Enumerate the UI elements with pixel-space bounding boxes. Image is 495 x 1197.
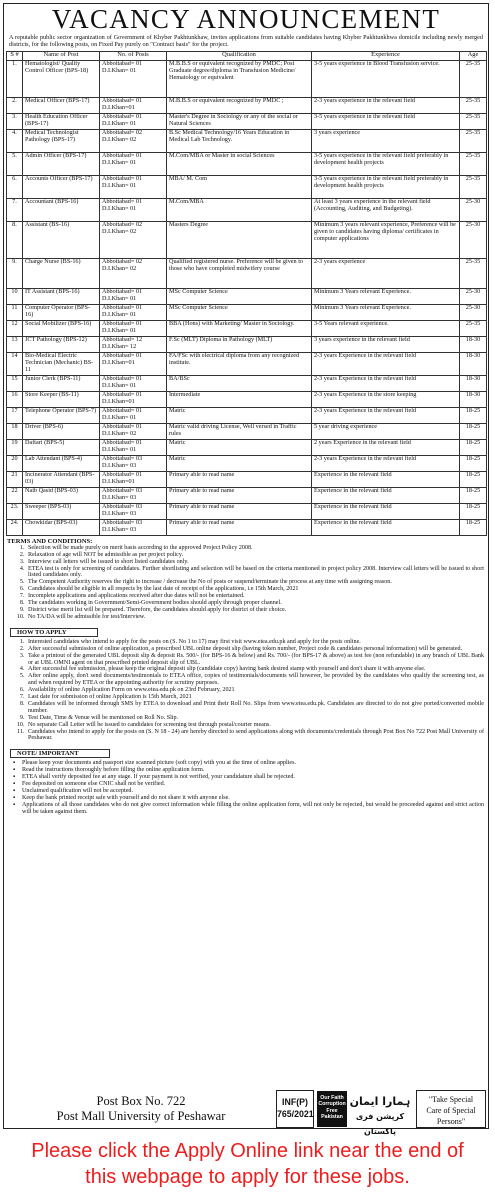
cell-post: Computer Operator (BPS-16)	[23, 304, 100, 320]
cell-posts: Abbottabad= 12 D.I.Khan= 12	[100, 336, 167, 352]
cell-age: 25-35	[460, 113, 487, 129]
cell-experience: 2 years Experience in the relevant field	[312, 439, 460, 455]
cell-age: 25-35	[460, 175, 487, 198]
cell-qualification: Primary able to read name	[167, 519, 312, 535]
header-age: Age	[460, 51, 487, 60]
table-row	[7, 407, 487, 423]
cell-sno: 10	[7, 288, 23, 304]
cell-experience: 3-5 years experience in the relevant field	[312, 113, 460, 129]
cell-age: 25-35	[460, 129, 487, 152]
cell-posts: Abbottabad= 01 D.I.Khan= 01	[100, 60, 167, 97]
cell-age: 18-25	[460, 519, 487, 535]
cell-qualification: M.B.B.S or equivalent recognized by PMDC; Post Graduate degree/diploma in Transfusion Medicine/ Hematology or equivalent	[167, 60, 312, 97]
cell-age: 18-25	[460, 487, 487, 503]
cell-experience: 2-3 years Experience in the relevant field	[312, 375, 460, 391]
cell-posts: Abbottabad= 01 D.I.Khan= 02	[100, 423, 167, 439]
cell-sno: 7.	[7, 198, 23, 221]
terms-list	[4, 545, 488, 621]
header-qualification: Qualification	[167, 51, 312, 60]
header-sno: S #	[7, 51, 23, 60]
cell-post: Medical Officer (BPS-17)	[23, 97, 100, 113]
terms-item: 10. No TA/DA will be admissible for test/Interview.	[26, 614, 488, 621]
cell-experience: 3-5 Years relevant experience.	[312, 320, 460, 336]
cell-sno: 22	[7, 487, 23, 503]
terms-item: 7. Incomplete applications and applications received after due dates will not be entertained.	[26, 593, 488, 600]
how-to-apply-item: 5. After online apply, don't send documents/testimonials to ETEA office, copies of testimonials/documents will however, be provided by the candidates who qualify the screening test, as and when required by ETEA or the appointing authority for scrutiny purposes.	[26, 673, 488, 687]
inf-line2: 765/2021	[277, 1109, 314, 1119]
table-header-row	[7, 51, 487, 60]
header-post: Name of Post	[23, 51, 100, 60]
note-item: ▪ Fee deposited on someone else CNIC shall not be verified.	[22, 781, 488, 788]
cell-sno: 4.	[7, 129, 23, 152]
cell-qualification: Primary able to read name	[167, 487, 312, 503]
cell-age: 25-30	[460, 288, 487, 304]
terms-item: 3. Interview call letters will be issued to short listed candidates only.	[26, 559, 488, 566]
cell-experience: 2-3 years Experience in the relevant field	[312, 407, 460, 423]
cell-post: Social Mobilizer (BPS-16)	[23, 320, 100, 336]
faith-line1: Our Faith	[320, 1095, 344, 1101]
terms-item: 6. Candidates should be eligible in all respects by the last date of receipt of the applications, i.e 15th March, 2021	[26, 586, 488, 593]
faith-logo	[317, 1091, 347, 1127]
cell-sno: 12	[7, 320, 23, 336]
cell-post: Store Keeper (BS-11)	[23, 391, 100, 407]
cell-experience: At least 3 years experience in the relevant field (Accounting, Auditing, and Budgeting).	[312, 198, 460, 221]
table-row	[7, 471, 487, 487]
cell-qualification: Intermediate	[167, 391, 312, 407]
table-row	[7, 336, 487, 352]
inf-line1: INF(P)	[282, 1097, 308, 1107]
table-row	[7, 175, 487, 198]
cell-posts: Abbottabad= 01 D.I.Khan= 01	[100, 198, 167, 221]
postbox-address	[12, 1094, 270, 1124]
terms-item: 4. ETEA test is only for screening of candidates. Further shortlisting and selection will be based on the criteria mentioned in project policy 2008. Interview call letters will be issued to short listed candidates only.	[26, 566, 488, 580]
cell-sno: 24.	[7, 519, 23, 535]
note-item: ▪ Keep the bank printed receipt safe with yourself and do not share it with anyone else.	[22, 795, 488, 802]
cell-post: Accounts Officer (BPS-17)	[23, 175, 100, 198]
cell-age: 25-30	[460, 304, 487, 320]
cell-post: Driver (BPS-6)	[23, 423, 100, 439]
cell-experience: Minimum 3 Years relevant Experience.	[312, 304, 460, 320]
cell-qualification: MSc Computer Science	[167, 304, 312, 320]
table-row	[7, 129, 487, 152]
cell-age: 18-25	[460, 455, 487, 471]
note-item: ▪ Read the instructions thoroughly before filling the online application form.	[22, 767, 488, 774]
cell-sno: 14	[7, 352, 23, 375]
cell-post: Charge Nurse (BS-16)	[23, 258, 100, 288]
cell-qualification: Matric	[167, 407, 312, 423]
table-row	[7, 258, 487, 288]
cell-experience: Experience in the relevant field	[312, 487, 460, 503]
cell-qualification: B.Sc Medical Technology/16 Years Education in Medical Lab Technology.	[167, 129, 312, 152]
cell-qualification: BBA (Hons) with Marketing/ Master in Sociology.	[167, 320, 312, 336]
cell-experience: Minimum 3 years relevant experience, Preference will be given to candidates having diploma/ certificates in computer applications	[312, 221, 460, 258]
terms-item: 5. The Competent Authority reserves the right to increase / decrease the No of posts or suspend/terminate the process at any time with assigning reason.	[26, 579, 488, 586]
cell-post: Chowkidar (BPS-03)	[23, 519, 100, 535]
terms-heading: TERMS AND CONDITIONS:	[7, 537, 93, 545]
special-line1: "Take Special	[428, 1095, 474, 1104]
table-row	[7, 519, 487, 535]
urdu-slogan	[349, 1091, 411, 1136]
banner-line2: this webpage to apply for these jobs.	[85, 1166, 410, 1188]
cell-sno: 16	[7, 391, 23, 407]
cell-age: 18-30	[460, 375, 487, 391]
cell-age: 18-25	[460, 423, 487, 439]
table-row	[7, 304, 487, 320]
terms-item: 9. District wise merit list will be prepared. Therefore, the candidates should apply for district of their choice.	[26, 607, 488, 614]
cell-post: JCT Pathology (BPS-12)	[23, 336, 100, 352]
cell-qualification: M.Com/MBA or Master in social Sciences	[167, 152, 312, 175]
how-to-apply-item: 7. Last date for submission of online Application is 15th March, 2021	[26, 694, 488, 701]
cell-post: Accountant (BPS-16)	[23, 198, 100, 221]
how-to-apply-item: 11. Candidates who intend to apply for the posts on (S. N 18 - 24) are hereby directed to send applications along with documents/credentials through Post Box No 722 Post Mall University of Peshawar.	[26, 729, 488, 743]
cell-sno: 11	[7, 304, 23, 320]
cell-age: 25-30	[460, 221, 487, 258]
cell-qualification: MSc Computer Science	[167, 288, 312, 304]
how-to-apply-item: 3. Take a printout of the generated UBL deposit slip & deposit Rs. 500/- (for BPS-16 & below) and Rs. 700/- (for BPS-17 & above) as test fee (non refundable) in any branch of UBL Bank or at UBL OMNI agent on that prescribed printed deposit slip of UBL.	[26, 653, 488, 667]
cell-sno: 13	[7, 336, 23, 352]
cell-experience: Experience in the relevant field	[312, 471, 460, 487]
cell-age: 25-35	[460, 60, 487, 97]
cell-post: Health Education Officer (BPS-17)	[23, 113, 100, 129]
how-to-apply-heading: HOW TO APPLY	[10, 628, 98, 637]
cell-age: 25-35	[460, 152, 487, 175]
cell-age: 18-25	[460, 503, 487, 519]
cell-sno: 5.	[7, 152, 23, 175]
table-row	[7, 221, 487, 258]
cell-age: 18-25	[460, 471, 487, 487]
cell-qualification: Master's Degree in Sociology or any of the social or Natural Sciences	[167, 113, 312, 129]
cell-sno: 17	[7, 407, 23, 423]
how-to-apply-item: 9. Test Date, Time & Venue will be mentioned on Roll No. Slip.	[26, 715, 488, 722]
cell-age: 18-30	[460, 391, 487, 407]
table-row	[7, 423, 487, 439]
cell-age: 18-25	[460, 439, 487, 455]
cell-age: 18-25	[460, 407, 487, 423]
cell-qualification: F.Sc (MLT) Diploma in Pathology (MLT)	[167, 336, 312, 352]
cell-experience: 3-5 years experience in Blood Transfusion service.	[312, 60, 460, 97]
cell-qualification: M.Com/MBA	[167, 198, 312, 221]
faith-line3: Free Pakistan	[321, 1107, 343, 1121]
cell-posts: Abbottabad= 01 D.I.Khan=01	[100, 352, 167, 375]
cell-posts: Abbottabad= 01 D.I.Khan=01	[100, 97, 167, 113]
cell-post: IT Assistant (BPS-16)	[23, 288, 100, 304]
cell-experience: 2-3 years experience	[312, 258, 460, 288]
cell-qualification: M.B.B.S or equivalent recognized by PMDC ;	[167, 97, 312, 113]
cell-posts: Abbottabad= 01 D.I.Khan= 01	[100, 375, 167, 391]
cell-posts: Abbottabad= 01 D.I.Khan= 01	[100, 407, 167, 423]
inf-number-box	[276, 1090, 314, 1128]
cell-experience: Experience in the relevant field	[312, 503, 460, 519]
cell-experience: 2-3 years Experience in the store keeping	[312, 391, 460, 407]
note-item: ▪ Unclaimed qualification will not be accepted.	[22, 788, 488, 795]
cell-posts: Abbottabad= 01 D.I.Khan= 01	[100, 439, 167, 455]
cell-qualification: BA/BSc	[167, 375, 312, 391]
cell-post: Bio-Medical Electric Technician (Mechanic) BS-11	[23, 352, 100, 375]
cell-posts: Abbottabad= 01 D.I.Khan= 01	[100, 320, 167, 336]
cell-posts: Abbottabad= 01 D.I.Khan= 01	[100, 175, 167, 198]
cell-sno: 2.	[7, 97, 23, 113]
note-item: ▪ ETEA shall verify deposited fee at any stage. If your payment is not verified, your candidature shall be rejected.	[22, 774, 488, 781]
header-experience: Experience	[312, 51, 460, 60]
how-to-apply-item: 4. After successful fee submission, please keep the original deposit slip (candidate copy) having bank desired stamp with yourself and don't share it with anyone else.	[26, 666, 488, 673]
table-row	[7, 288, 487, 304]
cell-qualification: Matric	[167, 439, 312, 455]
cell-sno: 1.	[7, 60, 23, 97]
cell-posts: Abbottabad= 03 D.I.Khan= 03	[100, 487, 167, 503]
cell-posts: Abbottabad= 03 D.I.Khan= 03	[100, 503, 167, 519]
table-row	[7, 198, 487, 221]
cell-post: Hematologist/ Quality Control Officer (BPS-18)	[23, 60, 100, 97]
cell-qualification: FA/FSc with electrical diploma from any recognized institute.	[167, 352, 312, 375]
cell-age: 25-35	[460, 97, 487, 113]
cell-posts: Abbottabad= 01 D.I.Khan= 01	[100, 304, 167, 320]
cell-qualification: Matric valid driving License, Well versed in Traffic rules	[167, 423, 312, 439]
cell-posts: Abbottabad= 01 D.I.Khan= 01	[100, 152, 167, 175]
cell-post: Medical Technologist Pathology (BPS-17)	[23, 129, 100, 152]
table-row	[7, 152, 487, 175]
cell-post: Naib Qasid (BPS-03)	[23, 487, 100, 503]
table-row	[7, 455, 487, 471]
terms-item: 2. Relaxation of age will NOT be admissible as per project policy.	[26, 552, 488, 559]
cell-sno: 19	[7, 439, 23, 455]
cell-posts: Abbottabad= 01 D.I.Khan= 01	[100, 288, 167, 304]
cell-posts: Abbottabad= 01 D.I.Khan=01	[100, 391, 167, 407]
cell-experience: 3-5 years experience in the relevant field preferably in development health projects	[312, 175, 460, 198]
note-heading: NOTE/ IMPORTANT	[10, 749, 110, 758]
cell-posts: Abbottabad= 02 D.I.Khan= 02	[100, 258, 167, 288]
cell-sno: 18	[7, 423, 23, 439]
vacancy-announcement	[3, 3, 489, 1136]
cell-posts: Abbottabad= 02 D.I.Khan= 02	[100, 221, 167, 258]
cell-experience: 3-5 years experience in the relevant field preferably in development health projects	[312, 152, 460, 175]
cell-qualification: Qualified registered nurse. Preference will be given to those who have completed midwifery course	[167, 258, 312, 288]
cell-experience: 2-3 years Experience in the relevant field	[312, 352, 460, 375]
table-row	[7, 97, 487, 113]
table-row	[7, 375, 487, 391]
postbox-line1: Post Box No. 722	[96, 1094, 186, 1108]
cell-experience: 2-3 years experience in the relevant field	[312, 97, 460, 113]
cell-posts: Abbottabad= 03 D.I.Khan= 03	[100, 455, 167, 471]
terms-item: 1. Selection will be made purely on merit basis according to the approved Project Policy 2008.	[26, 545, 488, 552]
how-to-apply-item: 10. No separate Call Letter will be issued to candidates for screening test through postal/courier means.	[26, 722, 488, 729]
cell-sno: 8.	[7, 221, 23, 258]
cell-age: 18-30	[460, 352, 487, 375]
cell-post: Incinerator Attendant (BPS-03)	[23, 471, 100, 487]
table-row	[7, 352, 487, 375]
banner-line1: Please click the Apply Online link near the end of	[31, 1140, 464, 1162]
table-row	[7, 439, 487, 455]
cell-sno: 6.	[7, 175, 23, 198]
faith-line2: Corruption	[318, 1101, 346, 1108]
cell-posts: Abbottabad= 02 D.I.Khan= 02	[100, 129, 167, 152]
cell-sno: 15	[7, 375, 23, 391]
cell-age: 25-35	[460, 258, 487, 288]
cell-post: Telephone Operator (BPS-7)	[23, 407, 100, 423]
cell-experience: 5 year driving experience	[312, 423, 460, 439]
how-to-apply-item: 6. Availability of online Application Form on www.etea.edu.pk on 23rd February, 2021	[26, 687, 488, 694]
urdu-line1: ہمارا ایمان	[349, 1095, 411, 1108]
how-to-apply-item: 8. Candidates will be informed through SMS by ETEA to download and Print their Roll No. Slips from www.etea.edu.pk. Candidates are directed to do not give ported/converted mobile number.	[26, 701, 488, 715]
cell-qualification: Primary able to read name	[167, 471, 312, 487]
cell-post: Assistant (BS-16)	[23, 221, 100, 258]
note-item: ▪ Please keep your documents and passport size scanned picture (soft copy) with you at the time of online applies.	[22, 760, 488, 767]
cell-qualification: Masters Degree	[167, 221, 312, 258]
note-list	[4, 760, 488, 815]
cell-age: 25-35	[460, 320, 487, 336]
cell-qualification: Matric	[167, 455, 312, 471]
cell-post: Admin Officer (BPS-17)	[23, 152, 100, 175]
cell-qualification: Primary able to read name	[167, 503, 312, 519]
special-line2: Care of Special	[426, 1106, 476, 1115]
footer	[4, 1088, 490, 1136]
vacancy-table-body	[7, 60, 487, 535]
table-row	[7, 391, 487, 407]
how-to-apply-item: 2. After successful submission of online application, a prescribed UBL online deposit slip (having token number, Project code & candidates personal information) will be generated.	[26, 646, 488, 653]
cell-sno: 20	[7, 455, 23, 471]
special-persons-box	[416, 1090, 486, 1128]
announcement-title: VACANCY ANNOUNCEMENT	[51, 3, 441, 34]
cell-post: Lab Attendant (BPS-4)	[23, 455, 100, 471]
cell-sno: 3.	[7, 113, 23, 129]
table-row	[7, 60, 487, 97]
cell-age: 18-30	[460, 336, 487, 352]
note-item: ▪ Applications of all those candidates who do not give correct information while filling the online application form, will not only be rejected, but would be proceeded against and strict action will be taken against them.	[22, 802, 488, 816]
cell-experience: 3 years experience	[312, 129, 460, 152]
cell-sno: 21	[7, 471, 23, 487]
cell-experience: Minimum 3 Years relevant Experience.	[312, 288, 460, 304]
cell-sno: 23.	[7, 503, 23, 519]
apply-online-banner	[0, 1138, 495, 1190]
cell-posts: Abbottabad= 01 D.I.Khan=01	[100, 471, 167, 487]
cell-post: Sweeper (BPS-03)	[23, 503, 100, 519]
cell-posts: Abbottabad= 03 D.I.Khan= 03	[100, 519, 167, 535]
table-row	[7, 320, 487, 336]
postbox-line2: Post Mall University of Peshawar	[56, 1109, 226, 1123]
cell-sno: 9.	[7, 258, 23, 288]
how-to-apply-item: 1. Interested candidates who intend to apply for the posts on (S. No 1 to 17) may first visit www.etea.edu.pk and apply for the posts online.	[26, 639, 488, 646]
cell-experience: Experience in the relevant field	[312, 519, 460, 535]
table-row	[7, 503, 487, 519]
terms-item: 8. The candidates working in Government/Semi-Government bodies should apply through proper channel.	[26, 600, 488, 607]
table-row	[7, 113, 487, 129]
cell-post: Daftari (BPS-5)	[23, 439, 100, 455]
cell-experience: 3 years experience in the relevant field	[312, 336, 460, 352]
cell-post: Junior Clerk (BPS-11)	[23, 375, 100, 391]
how-to-apply-list	[4, 639, 488, 743]
special-line3: Persons"	[436, 1117, 466, 1126]
intro-paragraph: A reputable public sector organization of Government of Khyber Pakhtunkhaw, invites applications from suitable candidates having Khyber Pakhtunkhwa domicile including newly merged districts, for the following posts, on Fixed Pay purely on "Contract basis" for the project.	[9, 34, 483, 49]
vacancy-table	[6, 51, 487, 536]
header-posts: No. of Posts	[100, 51, 167, 60]
cell-qualification: MBA/ M. Com	[167, 175, 312, 198]
urdu-line2: کرپشن فری پاکستان	[355, 1112, 405, 1136]
cell-posts: Abbottabad= 01 D.I.Khan= 01	[100, 113, 167, 129]
cell-age: 25-30	[460, 198, 487, 221]
cell-experience: 2-3 years Experience in the relevant field	[312, 455, 460, 471]
table-row	[7, 487, 487, 503]
